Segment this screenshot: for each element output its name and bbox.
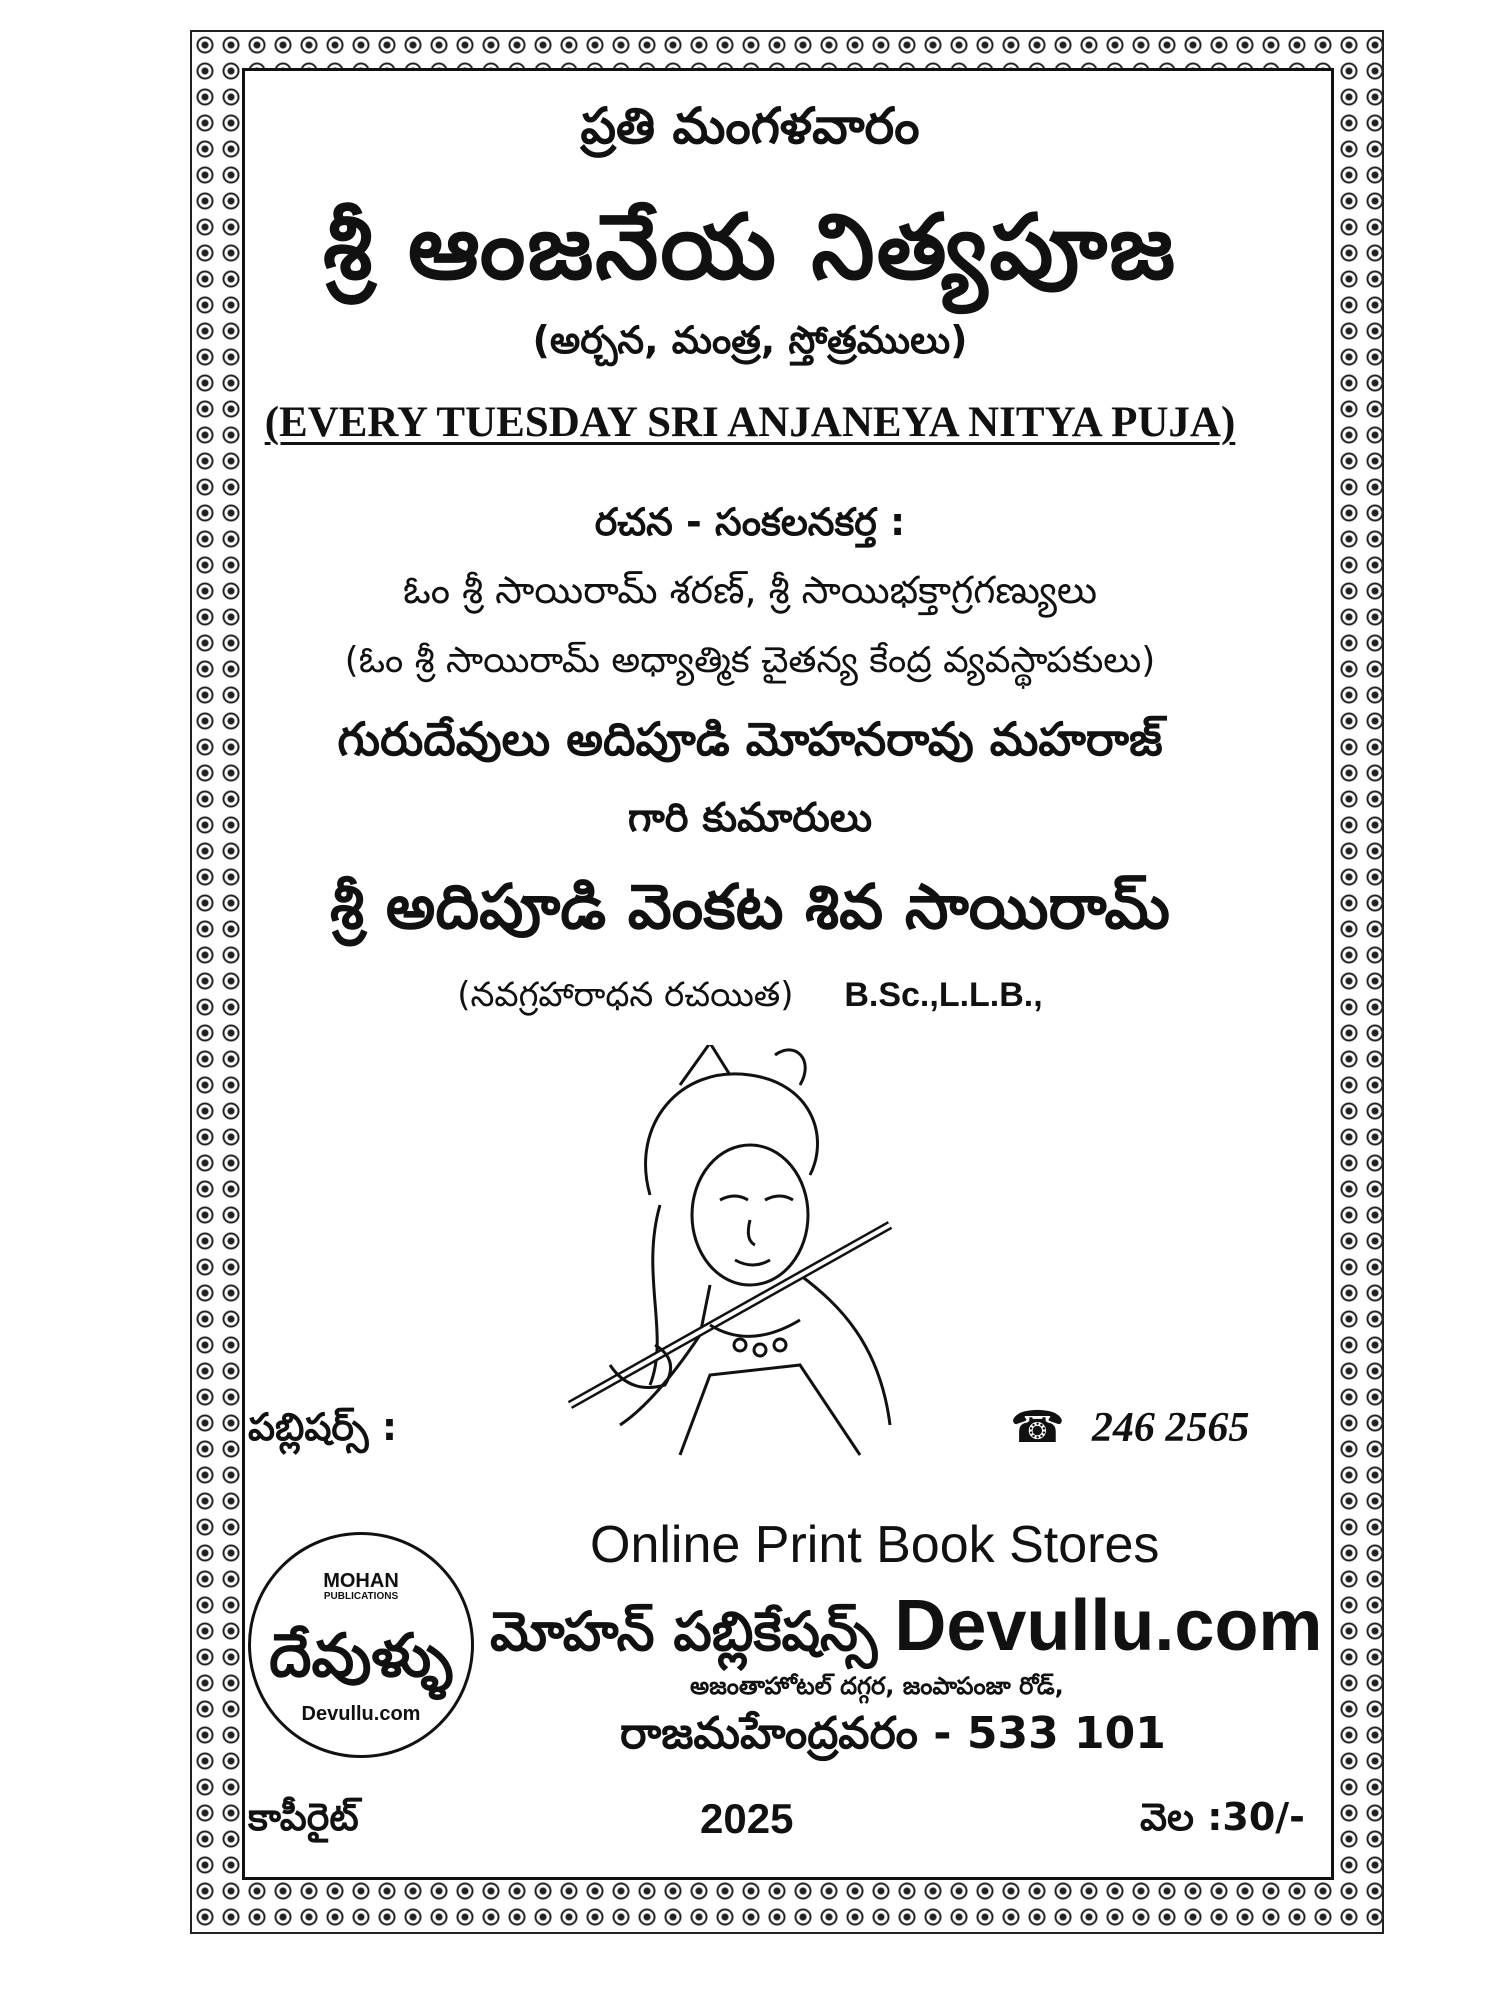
publisher-website: Devullu.com [894, 1586, 1323, 1666]
publisher-name [490, 1585, 1322, 1677]
sons-line: గారి కుమారులు [627, 795, 873, 841]
book-title: శ్రీ ఆంజనేయ నిత్యపూజ [323, 195, 1177, 300]
compiler-label: రచన - సంకలనకర్త : [594, 500, 906, 544]
logo-url: Devullu.com [301, 1703, 421, 1725]
telephone-icon: ☎ [1010, 1402, 1065, 1453]
publisher-logo [248, 1532, 474, 1758]
phone-number [1010, 1402, 1249, 1453]
publication-year: 2025 [700, 1795, 794, 1842]
author-note: (నవగ్రహారాధన రచయిత) [457, 975, 794, 1015]
guru-line: గురుదేవులు అదిపూడి మోహనరావు మహరాజ్ [337, 712, 1163, 766]
online-store-line: Online Print Book Stores [590, 1516, 1160, 1574]
logo-brand-name: MOHAN [323, 1570, 399, 1592]
publisher-name-telugu: మోహన్ పబ్లికేషన్స్ [490, 1600, 878, 1663]
price-label: వెల :30/- [1140, 1795, 1305, 1839]
logo-brand [251, 1571, 471, 1603]
compiler-line-1: ఓం శ్రీ సాయిరామ్ శరణ్, శ్రీ సాయిభక్తాగ్రగణ్యులు [402, 568, 1098, 612]
publishers-label: పబ్లిషర్స్ : [248, 1405, 398, 1449]
author-credentials [0, 975, 1500, 1023]
publisher-address: అజంతాహోటల్ దగ్గర, జంపాపంజా రోడ్, [690, 1672, 1064, 1700]
krishna-illustration [560, 1045, 980, 1465]
english-title: (EVERY TUESDAY SRI ANJANEYA NITYA PUJA) [264, 399, 1236, 446]
weekday-heading: ప్రతి మంగళవారం [580, 97, 920, 155]
compiler-line-2: (ఓం శ్రీ సాయిరామ్ అధ్యాత్మిక చైతన్య కేంద్ర వ్యవస్థాపకులు) [344, 640, 1156, 681]
author-name: శ్రీ అదిపూడి వెంకట శివ సాయిరామ్ [330, 870, 1170, 943]
publisher-city: రాజమహేంద్రవరం - 533 101 [620, 1708, 1166, 1759]
author-degrees: B.Sc.,L.L.B., [844, 976, 1043, 1014]
logo-brand-sub: PUBLICATIONS [323, 1591, 399, 1602]
phone-value: 246 2565 [1091, 1404, 1250, 1451]
copyright-label: కాపీరైట్ [248, 1795, 359, 1839]
book-subtitle: (అర్చన, మంత్ర, స్తోత్రములు) [532, 318, 968, 362]
logo-mark: దేవుళ్ళు [269, 1621, 453, 1691]
